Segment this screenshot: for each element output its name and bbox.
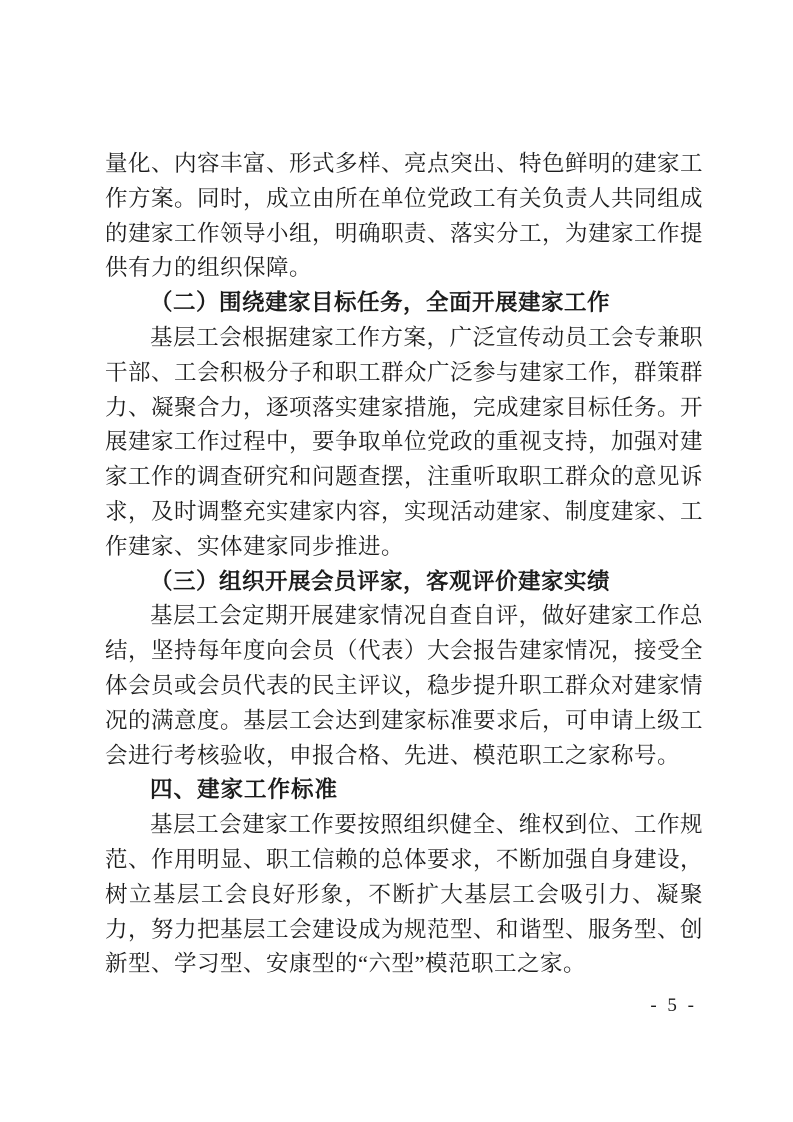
body-paragraph: 基层工会根据建家工作方案，广泛宣传动员工会专兼职干部、工会积极分子和职工群众广泛参与建家工作，群策群力、凝聚合力，逐项落实建家措施，完成建家目标任务。开展建家工作过程中，要争取单位党政的重视支持，加强对建家工作的调查研究和问题查摆，注重听取职工群众的意见诉求，及时调整充实建家内容，实现活动建家、制度建家、工作建家、实体建家同步推进。 [105, 324, 704, 559]
document-body [105, 147, 703, 982]
body-paragraph: 基层工会建家工作要按照组织健全、维权到位、工作规范、作用明显、职工信赖的总体要求，不断加强自身建设，树立基层工会良好形象，不断扩大基层工会吸引力、凝聚力，努力把基层工会建设成为规范型、和谐型、服务型、创新型、学习型、安康型的“六型”模范职工之家。 [105, 812, 704, 977]
page-number: - 5 - [650, 995, 697, 1016]
section-heading: （二）围绕建家目标任务，全面开展建家工作 [150, 290, 611, 316]
section-heading: （三）组织开展会员评家，客观评价建家实绩 [150, 568, 611, 594]
body-paragraph: 量化、内容丰富、形式多样、亮点突出、特色鲜明的建家工作方案。同时，成立由所在单位党政工有关负责人共同组成的建家工作领导小组，明确职责、落实分工，为建家工作提供有力的组织保障。 [105, 151, 704, 281]
body-paragraph: 基层工会定期开展建家情况自查自评，做好建家工作总结，坚持每年度向会员（代表）大会报告建家情况，接受全体会员或会员代表的民主评议，稳步提升职工群众对建家情况的满意度。基层工会达到建家标准要求后，可申请上级工会进行考核验收，申报合格、先进、模范职工之家称号。 [105, 603, 704, 768]
section-heading: 四、建家工作标准 [150, 777, 339, 804]
